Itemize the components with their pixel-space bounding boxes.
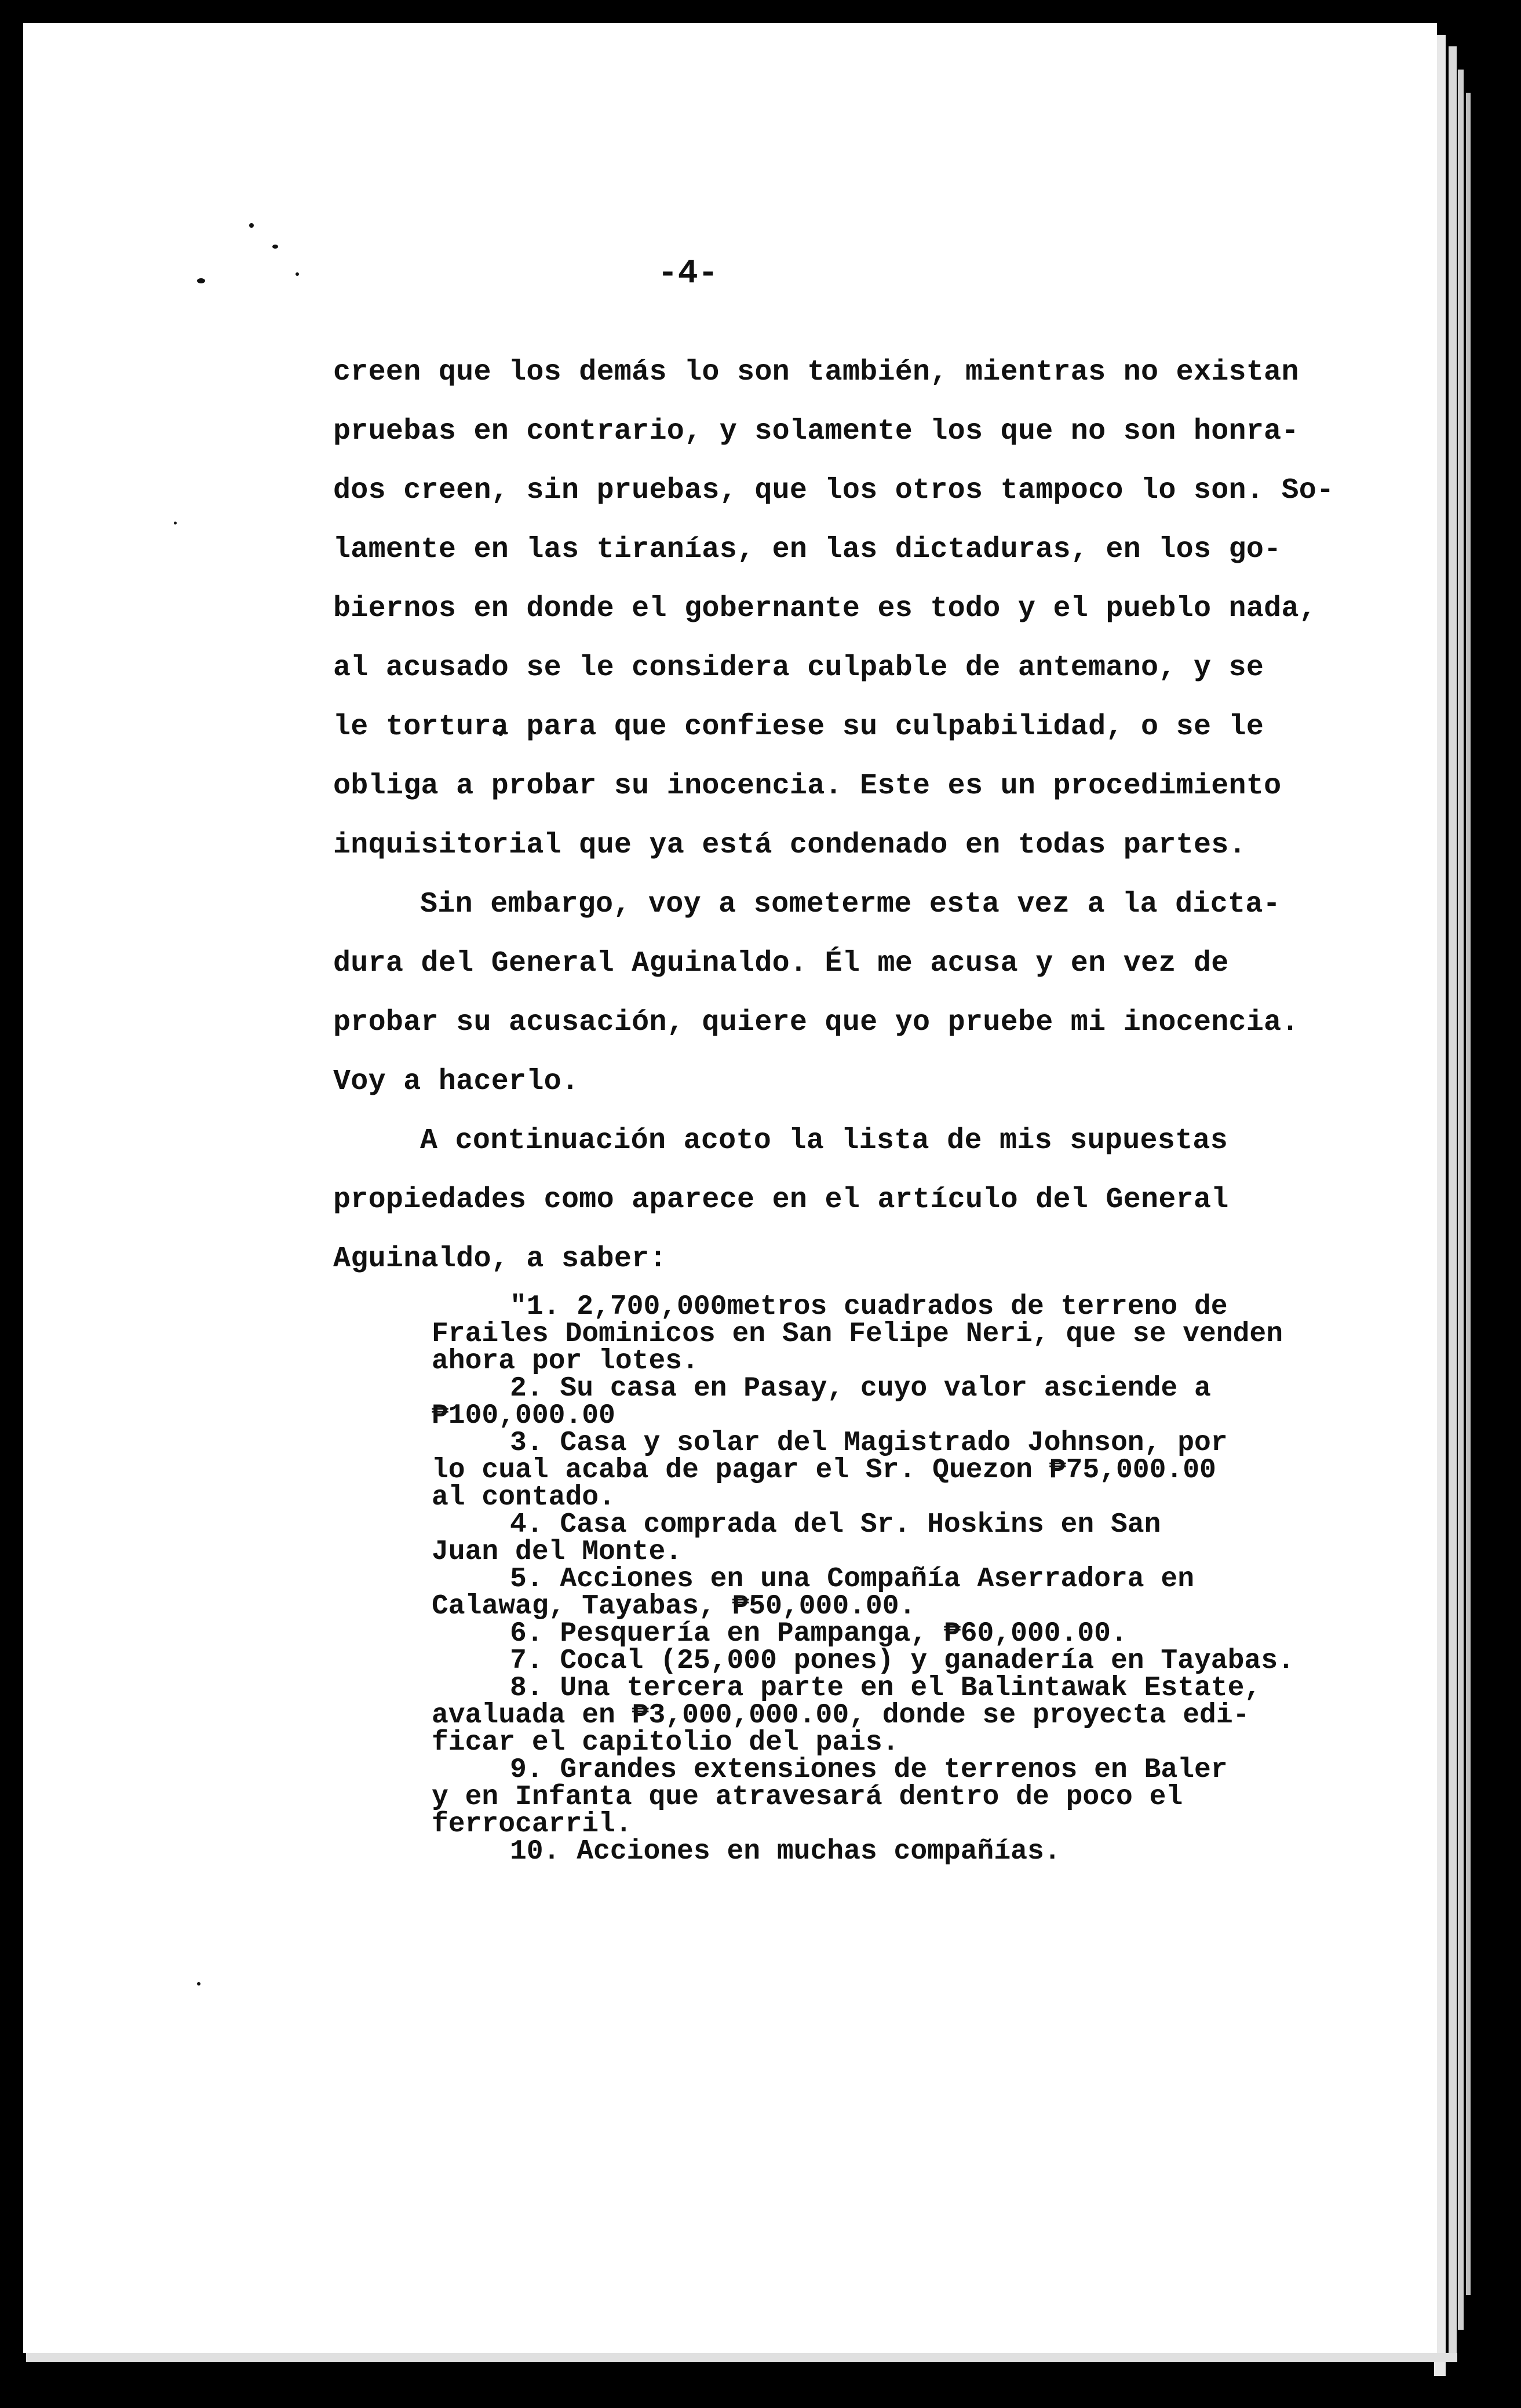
- text-line: dos creen, sin pruebas, que los otros tampoco lo son. So-: [333, 474, 1334, 507]
- list-item: 6. Pesquería en Pampanga, ₱60,000.00.: [510, 1618, 1128, 1649]
- text-line: probar su acusación, quiere que yo pruebe mi inocencia.: [333, 1006, 1299, 1039]
- list-item-line: lo cual acaba de pagar el Sr. Quezon ₱75,000.00: [432, 1455, 1216, 1486]
- text-line: biernos en donde el gobernante es todo y el pueblo nada,: [333, 592, 1317, 625]
- text-line: obliga a probar su inocencia. Este es un procedimiento: [333, 770, 1282, 803]
- list-item: 2. Su casa en Pasay, cuyo valor asciende a: [510, 1373, 1211, 1404]
- text-line: pruebas en contrario, y solamente los que no son honra-: [333, 415, 1299, 448]
- list-item-line: ficar el capitolio del pais.: [432, 1727, 899, 1758]
- list-item: 10. Acciones en muchas compañías.: [510, 1836, 1061, 1867]
- list-item-line: ferrocarril.: [432, 1809, 632, 1840]
- list-item: 7. Cocal (25,000 pones) y ganadería en Tayabas.: [510, 1645, 1294, 1677]
- text-line: propiedades como aparece en el artículo del General: [333, 1183, 1229, 1216]
- list-item: 5. Acciones en una Compañía Aserradora en: [510, 1564, 1194, 1595]
- list-item: 4. Casa comprada del Sr. Hoskins en San: [510, 1509, 1161, 1540]
- paper-edge: [1458, 70, 1464, 2330]
- list-item-line: Frailes Dominicos en San Felipe Neri, que se venden: [432, 1318, 1283, 1350]
- list-item-line: ahora por lotes.: [432, 1346, 699, 1377]
- list-item: 8. Una tercera parte en el Balintawak Estate,: [510, 1673, 1261, 1704]
- page-number: -4-: [658, 255, 718, 293]
- text-line: Aguinaldo, a saber:: [333, 1243, 667, 1276]
- paper-edge: [26, 2353, 1457, 2362]
- list-item-line: Juan del Monte.: [432, 1536, 683, 1568]
- list-item-line: Calawag, Tayabas, ₱50,000.00.: [432, 1591, 916, 1622]
- list-item-line: ₱100,000.00: [432, 1400, 615, 1431]
- list-item-line: al contado.: [432, 1482, 615, 1513]
- text-line: Sin embargo, voy a someterme esta vez a la dicta-: [420, 888, 1281, 921]
- text-line: creen que los demás lo son también, mientras no existan: [333, 356, 1299, 389]
- paper-edge: [1466, 93, 1471, 2295]
- text-line: inquisitorial que ya está condenado en todas partes.: [333, 829, 1246, 862]
- list-item-line: avaluada en ₱3,000,000.00, donde se proyecta edi-: [432, 1700, 1250, 1731]
- text-line: A continuación acoto la lista de mis supuestas: [420, 1124, 1228, 1157]
- list-item-line: y en Infanta que atravesará dentro de poco el: [432, 1782, 1183, 1813]
- body-text: [333, 343, 1353, 1289]
- paper-edge: [1449, 46, 1457, 2359]
- text-line: lamente en las tiranías, en las dictaduras, en los go-: [333, 533, 1282, 566]
- property-list: [432, 1291, 1370, 1867]
- text-line: Voy a hacerlo.: [333, 1065, 579, 1098]
- list-item: 3. Casa y solar del Magistrado Johnson, por: [510, 1427, 1228, 1459]
- text-line: le tortura para que confiese su culpabilidad, o se le: [333, 711, 1264, 744]
- list-item: "1. 2,700,000metros cuadrados de terreno de: [510, 1291, 1228, 1323]
- list-item: 9. Grandes extensiones de terrenos en Baler: [510, 1754, 1228, 1786]
- text-line: al acusado se le considera culpable de antemano, y se: [333, 651, 1264, 684]
- text-line: dura del General Aguinaldo. Él me acusa y en vez de: [333, 947, 1229, 980]
